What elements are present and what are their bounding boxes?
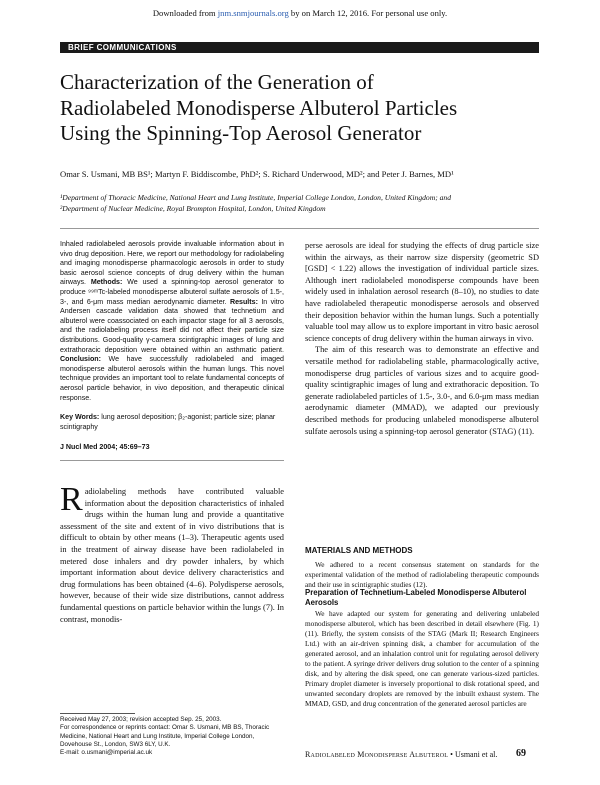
- title-line: Characterization of the Generation of: [60, 70, 374, 94]
- citation: J Nucl Med 2004; 45:69–73: [60, 443, 150, 451]
- materials-intro: We adhered to a recent consensus statement on standards for the experimental validation of the method of radiolabeling therapeutic compounds and their use in scintigraphic studies (12).: [305, 560, 539, 589]
- dropcap: R: [60, 481, 83, 518]
- affiliations: [60, 192, 550, 214]
- paragraph: perse aerosols are ideal for studying the effects of drug particle size within the airways, as their narrow size dispersity (geometric SD [GSD] < 1.22) allows the investigation of individual particle sizes. Although inert radiolabeled monodisperse compounds have been widely used in inhalation aerosol research (8–10), no studies to date have radiolabeled therapeutic monodisperse aerosols and observed their deposition behavior within the human lungs. Such a potentially valuable tool may allow us to explore important in vitro basic aerosol science concepts of drug delivery within the human airways in vivo.: [305, 241, 539, 343]
- journal-link[interactable]: jnm.snmjournals.org: [217, 8, 289, 18]
- subsection-heading: Preparation of Technetium-Labeled Monodisperse Albuterol Aerosols: [305, 588, 527, 607]
- abstract: Inhaled radiolabeled aerosols provide invaluable information about in vivo drug deposition. Here, we report our methodology for radiolabeling and imaging monodisperse pharmacologic aerosols in order to study basic aerosol science concepts of drug delivery within the human airways. Methods: We used a spinning-top aerosol generator to produce ⁹⁹ᵐTc-labeled monodisperse albuterol sulfate aerosols of 1.5-, 3-, and 6-μm mass median aerodynamic diameter. Results: In vitro Andersen cascade validation data showed that technetium and albuterol were coassociated on each impactor stage for all 3 aerosols, and the radiolabeling process itself did not affect their particle size distributions. Good-quality γ-camera scintigraphic images of lung and extrathoracic deposition were obtained within an asthmatic patient. Conclusion: We have successfully radiolabeled and imaged monodisperse albuterol aerosols within the human lungs. This novel technique provides an important tool to relate fundamental concepts of aerosol particle behavior, in vivo deposition, and therapeutic clinical response.: [60, 240, 284, 402]
- divider: [60, 228, 539, 229]
- download-notice: Downloaded from jnm.snmjournals.org by on March 12, 2016. For personal use only.: [152, 8, 448, 18]
- intro-continued: [305, 240, 539, 437]
- title-line: Radiolabeled Monodisperse Albuterol Particles: [60, 95, 458, 120]
- methods-text: We have adapted our system for generating and delivering unlabeled monodisperse albuterol, which has been described in detail elsewhere (Fig. 1) (11). Briefly, the system consists of the STAG (Mark II; Research Engineers Ltd.) with an air-driven spinning disk, a chamber for accumulation of the generated aerosol, and an inhalation control unit for regulating aerosol delivery to the patient. A syringe driver delivers drug solution to the center of a spinning disk, and by altering the disk speed, one can generate various-sized particles. Primary droplet diameter is inversely proportional to disk rotational speed, and unwanted secondary droplets are removed by the inbuilt exhaust system. The MMAD, GSD, and drug concentration of the generated aerosol particles are: [305, 609, 539, 708]
- abstract-results-label: Results:: [229, 297, 258, 306]
- abstract-conclusion-label: Conclusion:: [60, 355, 101, 364]
- abstract-methods-label: Methods:: [90, 278, 123, 287]
- divider: [60, 460, 284, 461]
- keywords: Key Words: lung aerosol deposition; β₂-agonist; particle size; planar scintigraphy: [60, 413, 276, 431]
- article-title: [60, 70, 550, 147]
- affiliation: ²Department of Nuclear Medicine, Royal Brompton Hospital, London, United Kingdom: [60, 204, 326, 213]
- footnote-rule: [60, 713, 135, 714]
- intro-text: Radiolabeling methods have contributed valuable information about the deposition characteristics of inhaled drugs within the human lung and provide a quantitative assessment of the site and extent of in vivo distributions that is difficult to obtain by other means (1–3). Therapeutic agents used in the treatment of airway disease have been radiolabeled in metered dose inhalers and dry powder inhalers, by which important information about device delivery characteristics and drug formulations has been obtained (4–6). Polydisperse aerosols, however, because of their wide size distributions, cannot address fundamental questions on particle behavior within the lungs (7). In contrast, monodis-: [60, 481, 284, 624]
- section-label: BRIEF COMMUNICATIONS: [60, 42, 539, 53]
- paragraph: The aim of this research was to demonstrate an effective and versatile method for radiolabeling stable, pharmacologically active, monodisperse drug particles of various sizes and to acquire good-quality scintigraphic images of lung and extrathoracic deposition. To generate radiolabeled particles of 1.5-, 3.0-, and 6.0-μm mass median aerodynamic diameter (MMAD), we adapted our previously described methods for producing unlabeled monodisperse albuterol sulfate aerosols using a spinning-top aerosol generator (STAG) (11).: [305, 345, 539, 436]
- page-number: 69: [516, 748, 526, 759]
- running-footer: Radiolabeled Monodisperse Albuterol • Usmani et al.: [305, 750, 498, 759]
- section-heading: MATERIALS AND METHODS: [305, 546, 413, 555]
- footnote: Received May 27, 2003; revision accepted Sep. 25, 2003. For correspondence or reprints contact: Omar S. Usmani, MB BS, Thoracic Medicine, National Heart and Lung Institute, Imperial College London, Dovehouse St., London, SW3 6LY, U.K. E-mail: o.usmani@imperial.ac.uk: [60, 716, 270, 757]
- title-line: Using the Spinning-Top Aerosol Generator: [60, 121, 422, 145]
- affiliation: ¹Department of Thoracic Medicine, National Heart and Lung Institute, Imperial College London, London, United Kingdom; and: [60, 193, 452, 202]
- author-list: Omar S. Usmani, MB BS¹; Martyn F. Biddiscombe, PhD²; S. Richard Underwood, MD²; and Peter J. Barnes, MD¹: [60, 169, 454, 179]
